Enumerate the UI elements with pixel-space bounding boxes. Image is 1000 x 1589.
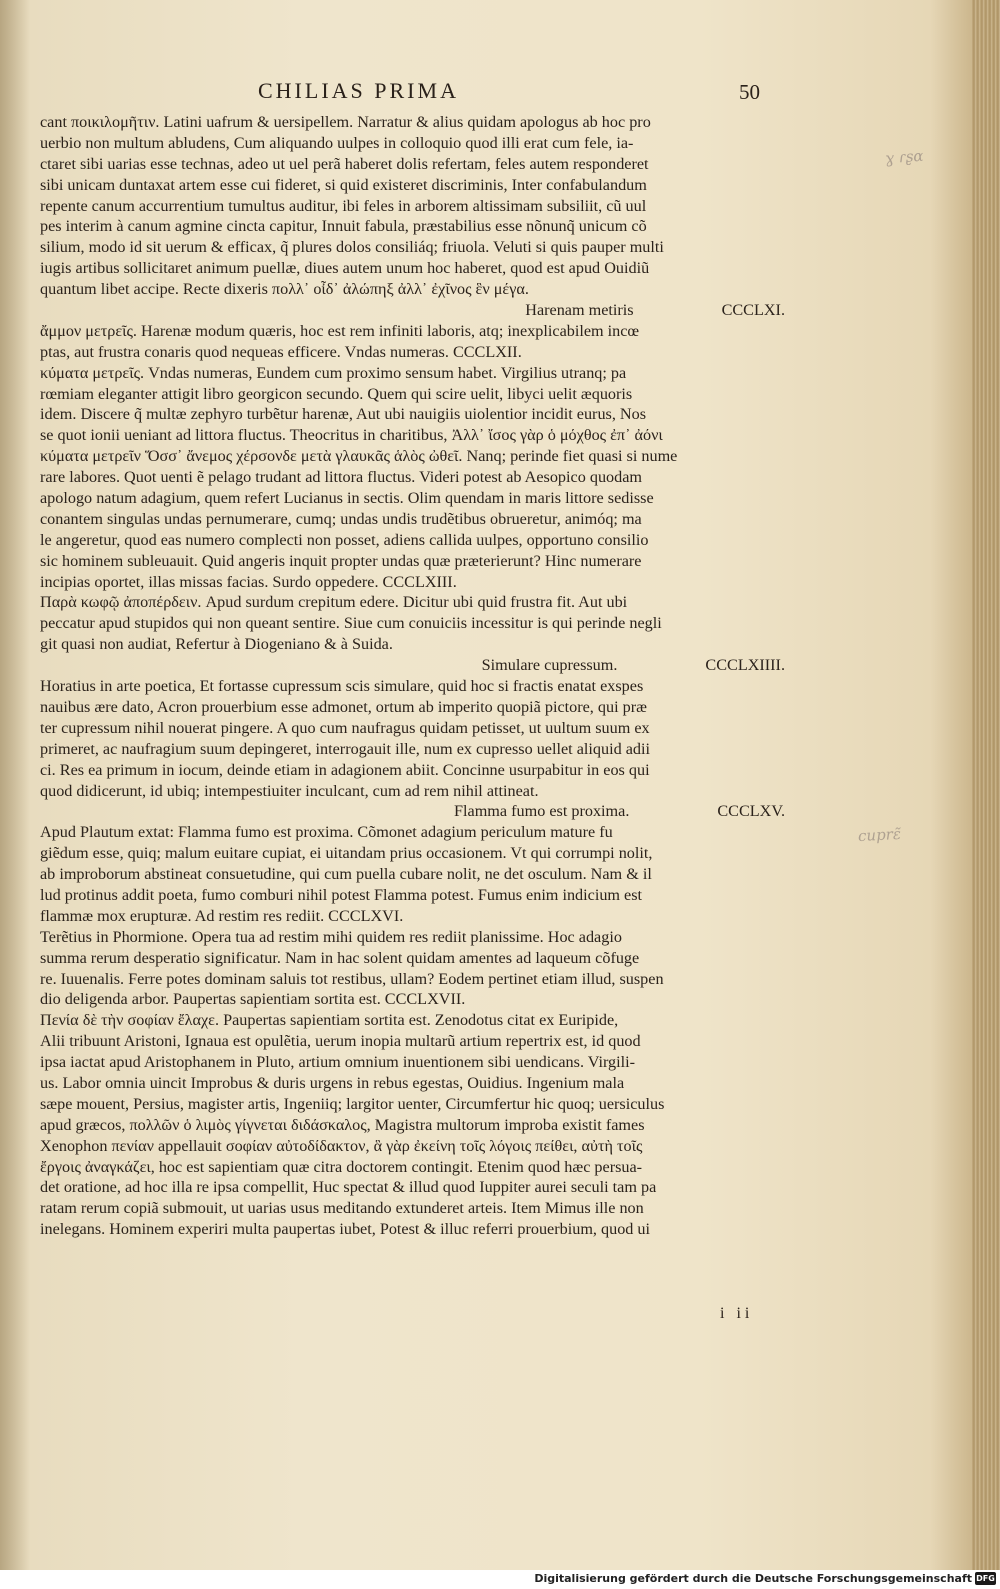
adage-title: Flamma fumo est proxima. — [454, 802, 630, 821]
text-line: Terẽtius in Phormione. Opera tua ad restim mihi quidem res rediit planissime. Hoc adagio — [40, 927, 622, 946]
text-line: pes interim à canum agmine cincta capitur, Innuit fabula, præstabilius esse nõnunq̃ unicum cõ — [40, 217, 647, 236]
entry-heading — [40, 300, 785, 321]
text-line: giẽdum esse, quiq; malum euitare cupiat, ei uitandam prius occasionem. Vt qui corrumpi nolit, — [40, 844, 653, 863]
text-line: silium, modo id sit uerum & efficax, q̃ plures dolos consiliáq; friuola. Veluti si quis pauper multi — [40, 238, 664, 257]
text-line: dio deligenda arbor. Paupertas sapientiam sortita est. CCCLXVII. — [40, 990, 466, 1009]
text-line: Horatius in arte poetica, Et fortasse cupressum scis simulare, quid hoc si fractis enatat exspes — [40, 677, 644, 696]
text-line: ab improborum abstineat consuetudine, qui cum puella cubare nolit, ne det osculum. Nam & il — [40, 865, 652, 884]
text-line: incipias oportet, illas missas facias. Surdo oppedere. CCCLXIII. — [40, 572, 457, 591]
text-line: ἔργοις ἀναγκάζει, hoc est sapientiam quæ citra doctorem contingit. Etenim quod hæc persua- — [40, 1157, 643, 1176]
text-line: quantum libet accipe. Recte dixeris πολλ᾽ οἶδ᾽ ἀλώπηξ ἀλλ᾽ ἐχῖνος ἓν μέγα. — [40, 280, 529, 299]
marginal-note-top: ɣ ɾʂɑ — [884, 146, 924, 168]
text-line: repente canum accurrentium tumultus auditur, ibi feles in arborem altissimam subsiliit, cũ uul — [40, 196, 647, 215]
text-line: κύματα μετρεῖς. Vndas numeras, Eundem cum proximo sensum habet. Virgilius utranq; pa — [40, 363, 627, 382]
text-line: ci. Res ea primum in iocum, deinde etiam in adagionem abiit. Concinne usurpabitur in eos qui — [40, 760, 650, 779]
adage-number: CCCLXI. — [721, 301, 785, 320]
page-header — [40, 78, 760, 112]
text-line: git quasi non audiat, Refertur à Diogeniano & à Suida. — [40, 635, 393, 654]
text-line: peccatur apud stupidos qui non queant sentire. Siue cum conuiciis incessitur is qui perinde negli — [40, 614, 662, 633]
digitization-credit: Digitalisierung gefördert durch die Deutsche Forschungsgemeinschaft — [534, 1572, 972, 1585]
text-line: summa rerum desperatio significatur. Nam in hac solent quidam amentes ad laqueum cõfuge — [40, 948, 640, 967]
text-line: conantem singulas undas pernumerare, cumq; undas undis trudẽtibus obrueretur, animóq; ma — [40, 509, 642, 528]
adage-number: CCCLXV. — [717, 802, 785, 821]
text-line: flammæ mox erupturæ. Ad restim res rediit. CCCLXVI. — [40, 906, 404, 925]
adage-number: CCCLXIIII. — [705, 656, 785, 675]
text-line: ptas, aut frustra conaris quod nequeas efficere. Vndas numeras. CCCLXII. — [40, 342, 522, 361]
text-line: det oratione, ad hoc illa re ipsa compellit, Huc spectat & illud quod Iuppiter aurei seculi tam pa — [40, 1178, 657, 1197]
text-line: apud græcos, πολλῶν ὁ λιμὸς γίγνεται διδάσκαλος, Magistra multorum improba existit fames — [40, 1115, 645, 1134]
text-line: sic hominem subleuauit. Quid angeris inquit propter undas quæ præterierunt? Hinc numerare — [40, 551, 642, 570]
text-line: Παρὰ κωφῷ ἀποπέρδειν. Apud surdum crepitum edere. Dicitur ubi quid frustra fit. Aut ubi — [40, 593, 628, 612]
text-line: se quot ionii ueniant ad littora fluctus. Theocritus in charitibus, Ἀλλ᾽ ἴσος γὰρ ὁ μόχθος ἐπ᾽ ἀόνι — [40, 426, 663, 445]
entry-heading — [40, 655, 785, 676]
text-line: ratam rerum copiã submouit, ut uarias usus meditando extunderet arteis. Item Mimus ille non — [40, 1199, 644, 1218]
text-line: ter cupressum nihil nouerat pingere. A quo cum naufragus quidam petisset, ut uultum suum ex — [40, 718, 650, 737]
text-line: ἄμμον μετρεῖς. Harenæ modum quæris, hoc est rem infiniti laboris, atq; inexplicabilem incœ — [40, 321, 640, 340]
text-line: le angeretur, quod eas numero complecti non posset, adiens callida uulpes, opportuno consilio — [40, 530, 649, 549]
text-line: re. Iuuenalis. Ferre potes dominam saluis tot restibus, ullam? Eodem pertinet etiam illud, suspen — [40, 969, 664, 988]
text-line: primeret, ac naufragium suum depingeret, interrogauit ille, num ex cupresso uellet aliquid adii — [40, 739, 650, 758]
text-line: ctaret sibi uarias esse technas, adeo ut uel perã haberet dolis refertam, feles autem responderet — [40, 154, 649, 173]
adage-title: Simulare cupressum. — [481, 656, 618, 675]
entry-heading — [40, 801, 785, 822]
text-line: uerbio non multum abludens, Cum aliquando uulpes in colloquio quod illi erat cum fele, ia- — [40, 133, 634, 152]
page-edge — [972, 0, 1000, 1570]
dfg-logo: DFG — [976, 1574, 995, 1583]
text-line: Apud Plautum extat: Flamma fumo est proxima. Cõmonet adagium periculum mature fu — [40, 823, 613, 842]
text-line: rare labores. Quot uenti ẽ pelago trudant ad littora fluctus. Videri potest ab Aesopico quodam — [40, 468, 642, 487]
gutter-shadow — [0, 0, 30, 1570]
text-line: sæpe mouent, Persius, magister artis, Ingeniiq; largitor uenter, Circumfertur hic quoq; uersiculus — [40, 1094, 665, 1113]
text-line: apologo natum adagium, quem refert Lucianus in sectis. Olim quendam in maris littore sedisse — [40, 489, 654, 508]
text-line: Xenophon πενίαν appellauit σοφίαν αὐτοδίδακτον, ἃ γὰρ ἐκείνη τοῖς λόγοις πείθει, αὐτὴ τοῖς — [40, 1136, 643, 1155]
marginal-note-middle: cuprɛ̃ — [857, 824, 902, 846]
text-line: ipsa iactat apud Aristophanem in Pluto, artium omnium inuentionem sibi uendicans. Virgili- — [40, 1053, 636, 1072]
signature-mark: i ii — [720, 1305, 754, 1322]
text-line: inelegans. Hominem experiri multa paupertas iubet, Potest & illuc referri prouerbium, quod ui — [40, 1220, 651, 1239]
text-line: us. Labor omnia uincit Improbus & duris urgens in rebus egestas, Ouidius. Ingenium mala — [40, 1073, 625, 1092]
text-line: κύματα μετρεῖν Ὅσσ᾽ ἄνεμος χέρσονδε μετὰ γλαυκᾶς ἁλὸς ὠθεῖ. Nanq; perinde fiet quasi si nume — [40, 447, 678, 466]
text-line: Πενία δὲ τὴν σοφίαν ἔλαχε. Paupertas sapientiam sortita est. Zenodotus citat ex Euripide, — [40, 1011, 619, 1030]
text-line: sibi unicam duntaxat artem esse cui fideret, si quid existeret discriminis, Inter confabulandum — [40, 175, 647, 194]
footer-bar — [0, 1570, 1000, 1589]
text-line: idem. Discere q̃ multæ zephyro turbẽtur harenæ, Aut ubi nauigiis uiolentior incidit eurus, Nos — [40, 405, 647, 424]
running-head: CHILIAS PRIMA — [258, 78, 459, 103]
body-text — [40, 112, 785, 1240]
page-number: 50 — [739, 80, 760, 104]
text-line: lud protinus addit poeta, fumo comburi nihil potest Flamma potest. Fumus enim indicium est — [40, 885, 643, 904]
text-line: nauibus ære dato, Acron prouerbium esse admonet, ortum ab imperito quopiã pictore, qui præ — [40, 697, 647, 716]
text-line: iugis artibus sollicitaret animum puellæ, diues autem unum hoc haberet, quod est apud Ouidiũ — [40, 259, 650, 278]
text-line: rœmiam eleganter attigit libro georgicon secundo. Quem qui scire uelit, libyci uelit æquoris — [40, 384, 633, 403]
text-line: cant ποικιλομῆτιν. Latini uafrum & uersipellem. Narratur & alius quidam apologus ab hoc pro — [40, 113, 651, 131]
text-line: quod didicerunt, id ubiq; intempestiuiter inculcant, cum ad rem nihil attineat. — [40, 781, 539, 800]
text-line: Alii tribuunt Aristoni, Ignaua est opulẽtia, uerum inopia multarũ artium repertrix est, id quod — [40, 1032, 641, 1051]
adage-title: Harenam metiris — [525, 301, 634, 320]
